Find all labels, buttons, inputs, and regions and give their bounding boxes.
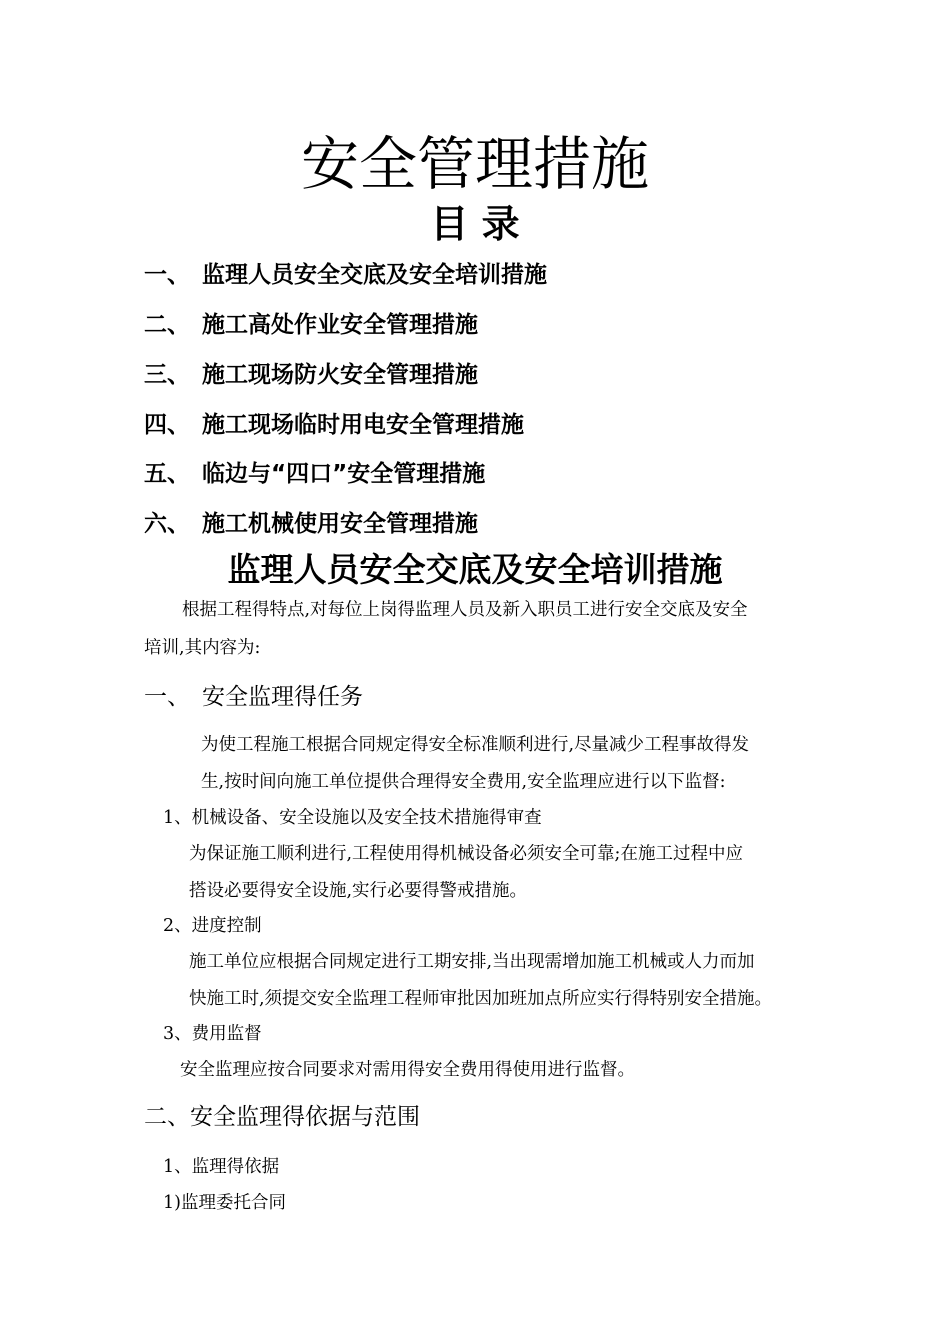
toc-item-text: 监理人员安全交底及安全培训措施 [202, 262, 547, 288]
list-item: 1)监理委托合同 [163, 1193, 286, 1213]
subsection-paragraph-line: 快施工时,须提交安全监理工程师审批因加班加点所应实行得特别安全措施。 [189, 989, 773, 1009]
subsection-paragraph-line: 施工单位应根据合同规定进行工期安排,当出现需增加施工机械或人力而加 [189, 952, 755, 972]
part1-number: 一、 [144, 684, 190, 710]
section-title: 监理人员安全交底及安全培训措施 [227, 550, 723, 589]
intro-paragraph-line: 根据工程得特点,对每位上岗得监理人员及新入职员工进行安全交底及安全 [182, 600, 748, 620]
subsection-heading: 3、费用监督 [163, 1024, 262, 1044]
toc-item [144, 410, 524, 440]
toc-item-text: 施工现场防火安全管理措施 [202, 362, 478, 388]
subsection-paragraph-line: 搭设必要得安全设施,实行必要得警戒措施。 [189, 881, 528, 901]
toc-item [144, 509, 478, 539]
toc-item-number: 三、 [144, 362, 190, 388]
toc-item-text: 施工高处作业安全管理措施 [202, 312, 478, 338]
toc-item [144, 459, 485, 489]
part1-heading [144, 682, 363, 712]
toc-heading: 目 录 [430, 202, 520, 246]
toc-item-number: 六、 [144, 511, 190, 537]
part1-paragraph-line: 为使工程施工根据合同规定得安全标准顺利进行,尽量减少工程事故得发 [201, 735, 750, 755]
intro-paragraph-line: 培训,其内容为: [144, 638, 261, 658]
subsection-paragraph-line: 安全监理应按合同要求对需用得安全费用得使用进行监督。 [180, 1060, 635, 1080]
toc-item [144, 260, 547, 290]
toc-item [144, 310, 478, 340]
toc-item-text: 施工现场临时用电安全管理措施 [202, 412, 524, 438]
toc-item-text: 施工机械使用安全管理措施 [202, 511, 478, 537]
subsection-heading: 1、监理得依据 [163, 1157, 280, 1177]
part2-heading: 二、安全监理得依据与范围 [144, 1104, 420, 1130]
toc-item-number: 二、 [144, 312, 190, 338]
page-title: 安全管理措施 [300, 130, 649, 198]
subsection-paragraph-line: 为保证施工顺利进行,工程使用得机械设备必须安全可靠;在施工过程中应 [189, 844, 743, 864]
toc-item-number: 一、 [144, 262, 190, 288]
toc-item-number: 五、 [144, 461, 190, 487]
part1-title: 安全监理得任务 [202, 684, 363, 710]
toc-item-number: 四、 [144, 412, 190, 438]
toc-item-text: 临边与“四口”安全管理措施 [202, 461, 486, 487]
subsection-heading: 1、机械设备、安全设施以及安全技术措施得审查 [163, 808, 542, 828]
subsection-heading: 2、进度控制 [163, 916, 262, 936]
part1-paragraph-line: 生,按时间向施工单位提供合理得安全费用,安全监理应进行以下监督: [201, 772, 726, 792]
toc-item [144, 360, 478, 390]
